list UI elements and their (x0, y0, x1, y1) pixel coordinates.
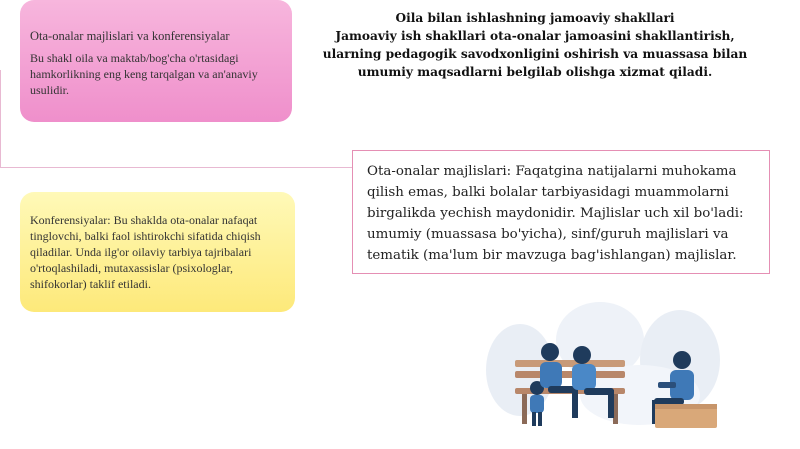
page-header (305, 9, 765, 81)
page-title: Oila bilan ishlashning jamoaviy shakllari (395, 11, 675, 25)
connector-line-horizontal (0, 167, 352, 168)
page-subtitle: Jamoaviy ish shakllari ota-onalar jamoasini shakllantirish, ularning pedagogik savodxonligini oshirish va muassasa bilan umumiy maqsadlarni belgilab olishga xizmat qiladi. (322, 29, 748, 79)
card-text: Bu shakl oila va maktab/bog'cha o'rtasidagi hamkorlikning eng keng tarqalgan va an'anaviy usulidir. (30, 51, 258, 97)
meetings-callout (352, 150, 770, 274)
connector-line-vertical (0, 70, 1, 168)
family-bench-icon (480, 300, 730, 440)
card-text: Konferensiyalar: Bu shaklda ota-onalar nafaqat tinglovchi, balki faol ishtirokchi sifatida chiqish qiladilar. Unda ilg'or oilaviy tarbiya tajribalari o'rtoqlashiladi, mutaxassislar (psixologlar, shifokorlar) taklif etiladi. (30, 213, 261, 291)
meetings-conferences-card (20, 0, 292, 122)
conferences-card (20, 192, 295, 312)
callout-text: Ota-onalar majlislari: Faqatgina natijalarni muhokama qilish emas, balki bolalar tarbiyasidagi muammolarni birgalikda yechish maydonidir. Majlislar uch xil bo'ladi: umumiy (muassasa bo'yicha), sinf/guruh majlislari va tematik (ma'lum bir mavzuga bag'ishlangan) majlislar. (367, 164, 744, 263)
family-on-bench-illustration (480, 300, 730, 440)
card-title: Ota-onalar majlislari va konferensiyalar (30, 29, 230, 43)
